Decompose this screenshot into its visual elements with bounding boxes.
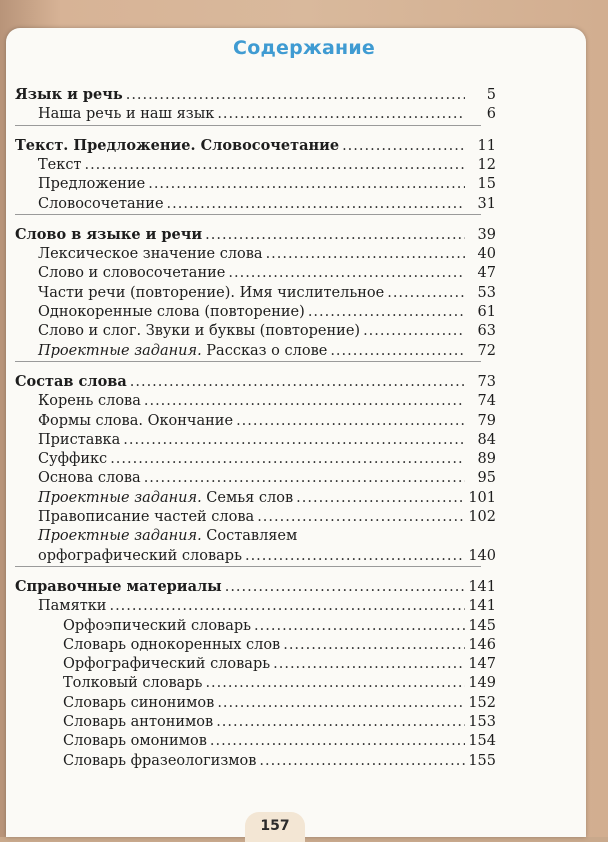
dot-leader — [167, 196, 465, 212]
page-ref: 155 — [468, 752, 496, 769]
page-ref: 146 — [468, 636, 496, 653]
toc-item-label: Однокоренные слова (повторение) — [38, 304, 305, 320]
page-ref: 152 — [468, 694, 496, 711]
page-ref: 11 — [477, 137, 496, 154]
page-ref: 145 — [468, 617, 496, 634]
toc-item-label: Приставка — [38, 431, 121, 448]
toc-item-text: Семья слов — [206, 489, 294, 506]
page-ref: 149 — [468, 675, 496, 692]
dot-leader — [330, 343, 465, 359]
section-divider — [15, 125, 481, 127]
toc-item-label: Части речи (повторение). Имя числительное — [38, 284, 385, 301]
section-divider — [15, 566, 481, 568]
toc-item-label: Словосочетание — [38, 195, 164, 212]
toc-item — [38, 100, 496, 122]
toc-item-label: Текст — [38, 156, 82, 173]
toc-item-label: Словарь однокоренных слов — [63, 636, 281, 653]
page-number: 157 — [245, 812, 305, 842]
page-ref: 154 — [468, 733, 496, 750]
page-ref: 5 — [486, 87, 496, 103]
toc-item-label: Словарь антонимов — [63, 714, 214, 730]
toc-item — [63, 747, 496, 769]
page-ref: 141 — [468, 598, 496, 615]
page-ref: 153 — [468, 714, 496, 730]
toc-item-label: Корень слова — [38, 393, 141, 410]
toc-item-label: Наша речь и наш язык — [38, 106, 215, 123]
section-title: Текст. Предложение. Словосочетание — [15, 136, 340, 154]
toc-item — [38, 337, 496, 359]
section-title: Слово в языке и речи — [15, 225, 203, 243]
toc-item-label: орфографический словарь — [38, 547, 242, 564]
page-title: Содержание — [233, 37, 375, 59]
toc-item-label: Лексическое значение слова — [38, 246, 263, 263]
page-ref: 74 — [477, 393, 496, 410]
page-ref: 147 — [468, 656, 496, 673]
project-label: Проектные задания. — [38, 528, 202, 545]
page-ref: 31 — [477, 195, 496, 212]
toc-item-label: Орфографический словарь — [63, 656, 271, 673]
page-ref: 73 — [477, 373, 496, 390]
toc-item-label: Основа слова — [38, 470, 141, 487]
dot-leader — [259, 753, 465, 769]
section-divider — [15, 361, 481, 363]
page-ref: 39 — [477, 226, 496, 243]
toc-item-label — [38, 343, 327, 359]
toc-item — [38, 542, 496, 564]
dot-leader — [217, 106, 465, 122]
page-ref: 79 — [477, 412, 496, 429]
page-ref: 101 — [468, 489, 496, 506]
toc-item — [38, 190, 496, 212]
page-ref: 61 — [477, 304, 496, 320]
page-ref: 47 — [477, 265, 496, 282]
page-ref: 6 — [486, 106, 496, 123]
page-ref: 95 — [477, 470, 496, 487]
page-ref: 15 — [477, 176, 496, 193]
page-ref: 53 — [477, 284, 496, 301]
page-ref: 102 — [468, 509, 496, 525]
toc-item-label: Предложение — [38, 176, 146, 193]
page-ref: 141 — [468, 578, 496, 595]
toc-item-label: Словарь омонимов — [63, 733, 207, 750]
section-title: Состав слова — [15, 372, 127, 390]
toc-item-text: Рассказ о слове — [206, 342, 328, 359]
project-label: Проектные задания. — [38, 489, 202, 506]
toc-item-label: Формы слова. Окончание — [38, 412, 234, 429]
page-ref: 89 — [477, 451, 496, 468]
toc-item-label: Словарь синонимов — [63, 694, 215, 711]
toc-item-label: Памятки — [38, 598, 107, 615]
toc-item-label: Толковый словарь — [63, 675, 203, 692]
toc-item-label: Суффикс — [38, 451, 108, 468]
page-ref: 84 — [477, 431, 496, 448]
toc-item-label: Словарь фразеологизмов — [63, 752, 257, 769]
toc-item-label: Орфоэпический словарь — [63, 617, 252, 634]
project-label: Проектные задания. — [38, 342, 202, 359]
page-ref: 72 — [477, 342, 496, 359]
toc-item-label: Слово и словосочетание — [38, 265, 226, 282]
section-title: Язык и речь — [15, 86, 123, 103]
page-ref: 140 — [468, 547, 496, 564]
section-title: Справочные материалы — [15, 577, 222, 595]
toc-item-text: Составляем — [206, 528, 298, 545]
page-ref: 12 — [477, 156, 496, 173]
page-ref: 63 — [477, 323, 496, 340]
dot-leader — [245, 548, 465, 564]
page-ref: 40 — [477, 246, 496, 263]
section-divider — [15, 214, 481, 216]
toc-item-label: Слово и слог. Звуки и буквы (повторение) — [38, 323, 361, 340]
toc-item-label: Правописание частей слова — [38, 509, 255, 525]
